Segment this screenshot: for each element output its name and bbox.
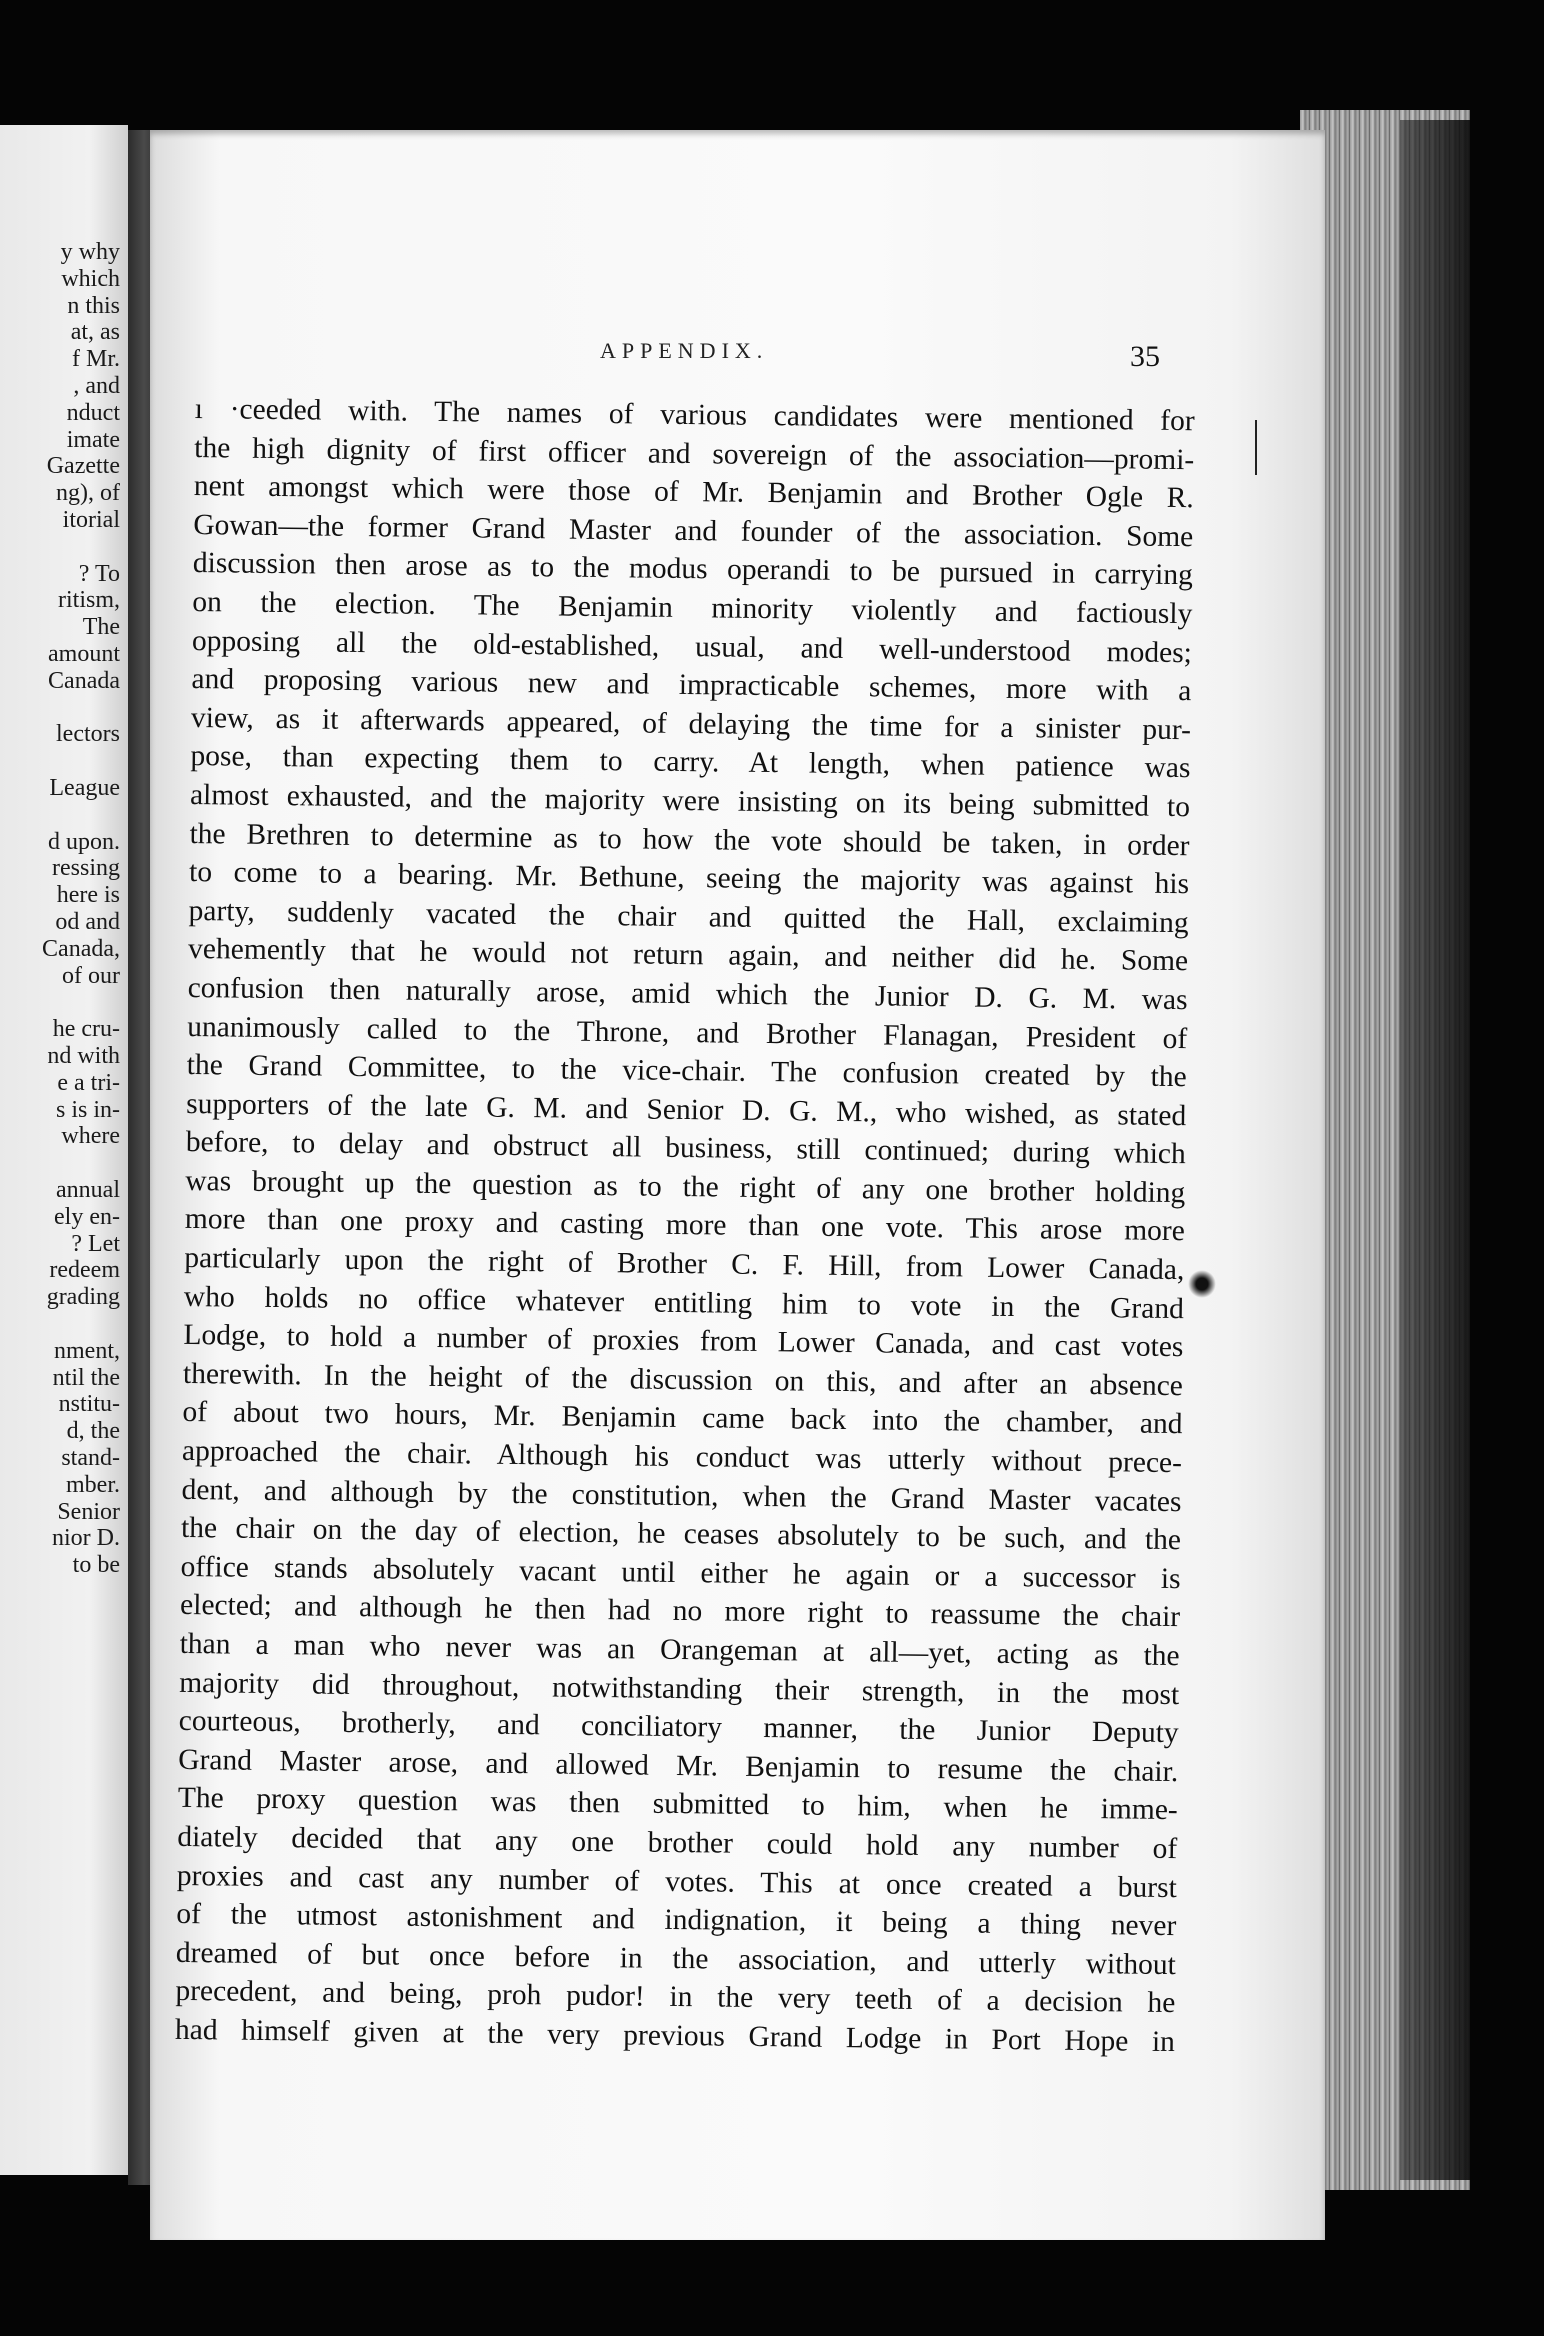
- text-line: party, suddenly vacated the chair and quitted the Hall, exclaiming: [188, 894, 1189, 939]
- left-page-fragment: Canada,: [42, 935, 120, 962]
- left-page-fragment: ressing: [52, 855, 120, 882]
- left-page-fragment: redeem: [49, 1257, 120, 1284]
- left-page-fragment: ntil the: [52, 1364, 120, 1391]
- left-page-fragment: ? Let: [71, 1230, 120, 1257]
- left-page-fragment: , and: [73, 373, 120, 399]
- left-page-fragment: itorial: [62, 507, 120, 533]
- text-line: had himself given at the very previous Grand Lodge in Port Hope in: [174, 2013, 1176, 2059]
- left-page-fragment: Gazette: [46, 453, 120, 480]
- text-line: was brought up the question as to the right of any one brother holding: [185, 1164, 1186, 1210]
- text-line: unanimously called to the Throne, and Brother Flanagan, President of: [187, 1010, 1188, 1055]
- left-page-fragment: ? To: [78, 560, 120, 587]
- left-page-fragment: s is in-: [55, 1096, 120, 1123]
- text-line: proxies and cast any number of votes. This at once created a burst: [176, 1859, 1177, 1904]
- text-line: courteous, brotherly, and conciliatory manner, the Junior Deputy: [178, 1705, 1179, 1750]
- left-page-fragment: imate: [66, 426, 120, 453]
- left-page-fragment: where: [61, 1123, 120, 1150]
- left-page-fragment: stand-: [61, 1445, 120, 1471]
- text-line: opposing all the old-established, usual, and well-understood modes;: [191, 624, 1193, 669]
- text-line: particularly upon the right of Brother C. F. Hill, from Lower Canada,: [184, 1241, 1185, 1287]
- left-page-fragment: e a tri-: [57, 1069, 120, 1096]
- left-page-fragment: grading: [46, 1284, 120, 1311]
- text-line: view, as it afterwards appeared, of delaying the time for a sinister pur-: [190, 701, 1192, 746]
- left-page-fragment: f Mr.: [72, 346, 120, 373]
- text-line: discussion then arose as to the modus operandi to be pursued in carrying: [192, 547, 1194, 592]
- text-line: elected; and although he then had no more right to reassume the chair: [179, 1589, 1181, 1634]
- text-line: nent amongst which were those of Mr. Benjamin and Brother Ogle R.: [193, 470, 1194, 515]
- text-line: pose, than expecting them to carry. At length, when patience was: [190, 740, 1191, 785]
- text-line: vehemently that he would not return again, and neither did he. Some: [187, 933, 1189, 978]
- text-line: who holds no office whatever entitling him to vote in the Grand: [183, 1280, 1185, 1325]
- left-page-fragment: to be: [72, 1552, 120, 1579]
- ink-spot: [1188, 1270, 1216, 1298]
- body-text: [175, 390, 1195, 2062]
- left-page-fragment: y why: [60, 239, 120, 265]
- text-line: more than one proxy and casting more than one vote. This arose more: [184, 1203, 1185, 1248]
- text-line: majority did throughout, notwithstanding their strength, in the most: [179, 1666, 1180, 1711]
- left-page-fragment: nduct: [66, 399, 120, 426]
- text-line: and proposing various new and impracticable schemes, more with a: [191, 663, 1192, 708]
- left-page-fragment: annual: [56, 1177, 120, 1203]
- left-page-fragment: here is: [56, 882, 120, 909]
- text-line: on the election. The Benjamin minority violently and factiously: [192, 585, 1193, 631]
- left-page-fragment: at, as: [70, 319, 120, 346]
- text-line: the high dignity of first officer and sovereign of the association—promi-: [194, 431, 1195, 476]
- left-page-fragment: of our: [62, 962, 120, 989]
- left-page-fragment: which: [61, 265, 120, 292]
- running-head: APPENDIX.: [600, 338, 769, 363]
- book-cover-edge: [1400, 120, 1470, 2180]
- text-line: ı ·ceeded with. The names of various candidates were mentioned for: [194, 392, 1195, 438]
- text-line: therewith. In the height of the discussion on this, and after an absence: [182, 1357, 1184, 1402]
- left-page-fragment: ritism,: [57, 587, 120, 614]
- text-line: Lodge, to hold a number of proxies from Lower Canada, and cast votes: [183, 1319, 1184, 1364]
- text-line: the chair on the day of election, he ceases absolutely to be such, and the: [180, 1512, 1182, 1557]
- text-line: of the utmost astonishment and indignation, it being a thing never: [176, 1898, 1177, 1943]
- text-line: dent, and although by the constitution, when the Grand Master vacates: [181, 1473, 1182, 1518]
- text-line: dreamed of but once before in the association, and utterly without: [175, 1936, 1177, 1981]
- left-page-fragment: lectors: [56, 721, 120, 748]
- left-page-fragment: he cru-: [52, 1016, 120, 1043]
- text-line: to come to a bearing. Mr. Bethune, seeing the majority was against his: [188, 856, 1190, 901]
- left-page-fragment: nstitu-: [58, 1391, 120, 1418]
- text-line: supporters of the late G. M. and Senior D. G. M., who wished, as stated: [186, 1087, 1187, 1132]
- left-page-fragment: Senior: [57, 1498, 120, 1525]
- margin-mark: [1255, 420, 1257, 475]
- text-line: almost exhausted, and the majority were insisting on its being submitted to: [189, 778, 1191, 824]
- left-page: [0, 125, 128, 2175]
- text-line: before, to delay and obstruct all business, still continued; during which: [185, 1126, 1186, 1171]
- text-line: than a man who never was an Orangeman at all—yet, acting as the: [179, 1627, 1180, 1673]
- left-page-fragment: d upon.: [48, 828, 120, 855]
- left-page-fragment: od and: [55, 909, 120, 935]
- left-page-fragment: n this: [67, 292, 120, 319]
- text-line: of about two hours, Mr. Benjamin came back into the chamber, and: [182, 1396, 1183, 1441]
- left-page-fragment: The: [82, 614, 120, 641]
- text-line: the Brethren to determine as to how the vote should be taken, in order: [189, 817, 1190, 862]
- text-line: office stands absolutely vacant until either he again or a successor is: [180, 1550, 1181, 1595]
- text-line: confusion then naturally arose, amid which the Junior D. G. M. was: [187, 971, 1188, 1017]
- left-page-fragment: d, the: [66, 1418, 120, 1445]
- left-page-fragment: nment,: [54, 1337, 120, 1364]
- left-page-fragment: ely en-: [54, 1203, 120, 1230]
- left-page-fragment: nior D.: [52, 1525, 120, 1552]
- left-page-fragment: ng), of: [56, 480, 120, 507]
- left-page-fragment: amount: [48, 641, 120, 667]
- text-line: Grand Master arose, and allowed Mr. Benjamin to resume the chair.: [178, 1743, 1179, 1788]
- text-line: approached the chair. Although his conduct was utterly without prece-: [181, 1434, 1183, 1480]
- text-line: diately decided that any one brother could hold any number of: [177, 1820, 1178, 1866]
- text-line: precedent, and being, proh pudor! in the very teeth of a decision he: [175, 1975, 1176, 2020]
- text-line: The proxy question was then submitted to him, when he imme-: [177, 1782, 1178, 1827]
- left-page-fragment: Canada: [48, 667, 120, 694]
- text-line: the Grand Committee, to the vice-chair. The confusion created by the: [186, 1049, 1187, 1094]
- left-page-fragment: mber.: [66, 1471, 120, 1498]
- page-number: 35: [1130, 340, 1160, 373]
- left-page-fragment: League: [49, 775, 120, 801]
- text-line: Gowan—the former Grand Master and founder of the association. Some: [193, 508, 1194, 553]
- left-page-fragment: nd with: [47, 1043, 120, 1069]
